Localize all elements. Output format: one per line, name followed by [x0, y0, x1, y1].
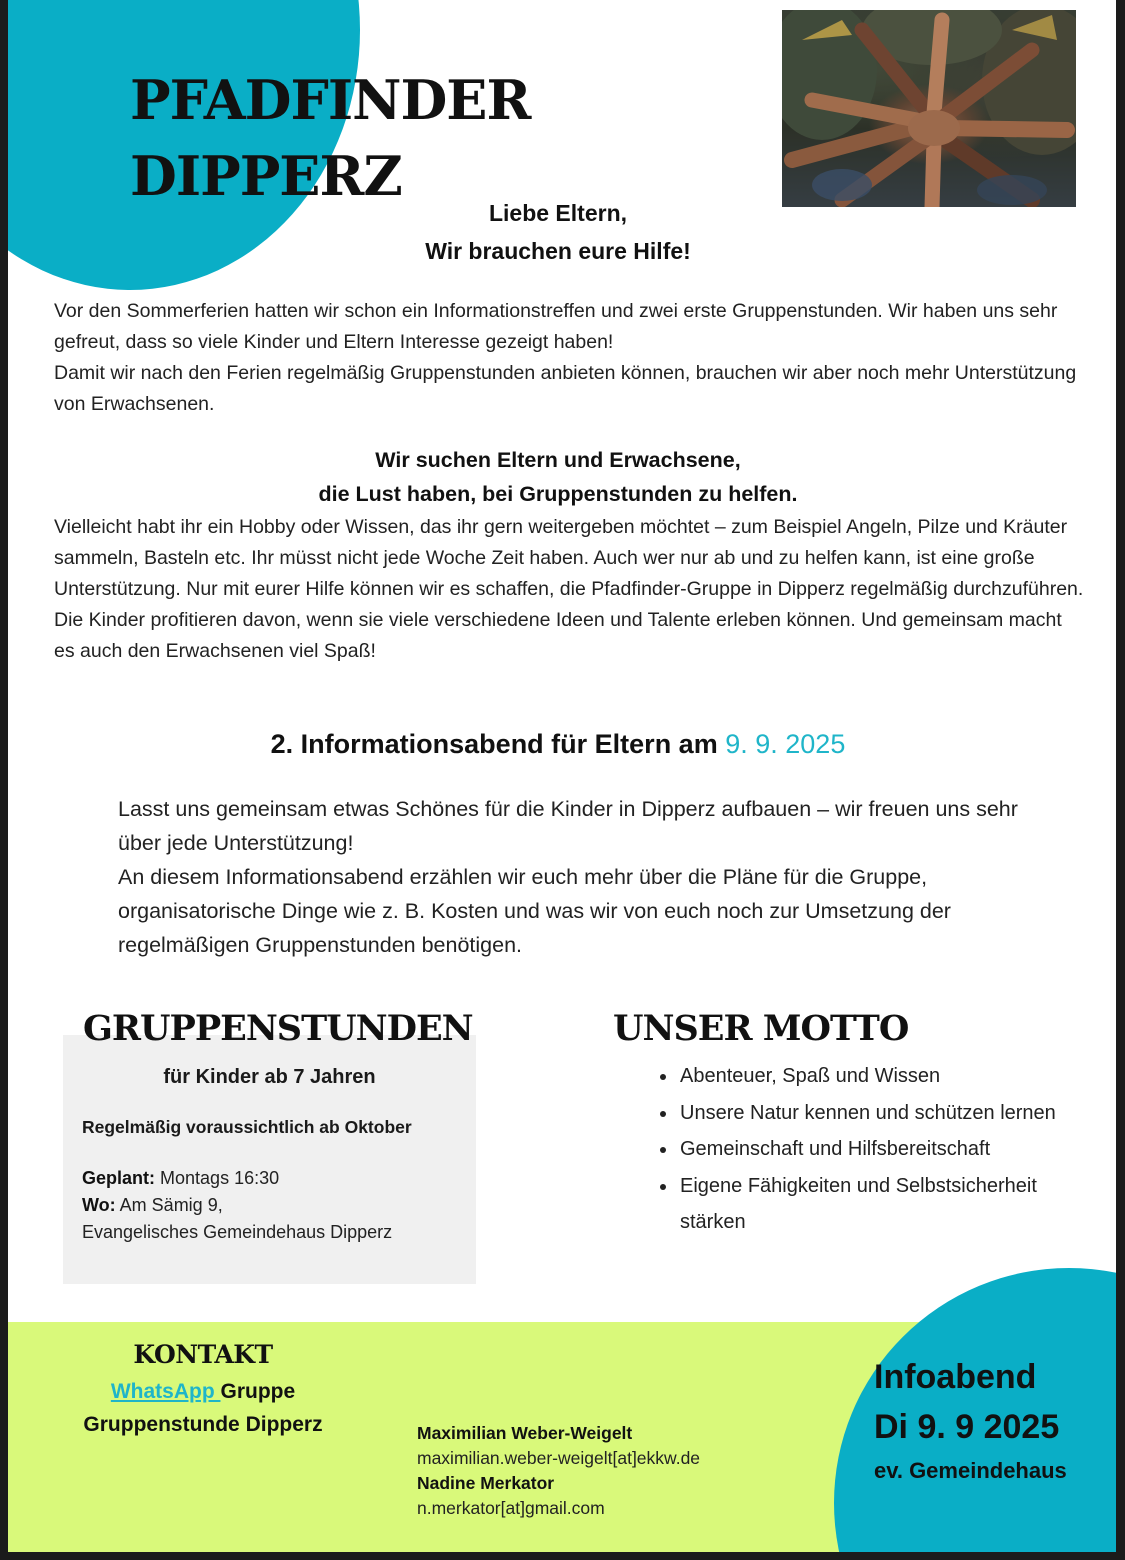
- badge-line-3: ev. Gemeindehaus: [874, 1458, 1067, 1483]
- motto-item: • Gemeinschaft und Hilfsbereitschaft: [678, 1131, 1098, 1168]
- contact-title: KONTAKT: [133, 1340, 273, 1369]
- person-1-email: maximilian.weber-weigelt[at]ekkw.de: [417, 1448, 701, 1468]
- search-heading: [158, 443, 958, 511]
- info-evening-text: [118, 792, 1018, 962]
- group-hours-title: GRUPPENSTUNDEN: [83, 1008, 473, 1049]
- planned-value: Montags 16:30: [160, 1168, 280, 1188]
- motto-title: UNSER MOTTO: [613, 1008, 909, 1049]
- title-line-1: PFADFINDER: [130, 68, 531, 132]
- whatsapp-line: [38, 1376, 368, 1408]
- planned-label: Geplant:: [82, 1168, 156, 1188]
- intro-paragraph-2: Damit wir nach den Ferien regelmäßig Gruppenstunden anbieten können, brauchen wir aber noch mehr Unterstützung von Erwachsenen.: [54, 362, 1077, 415]
- group-hours-regular: Regelmäßig voraussichtlich ab Oktober: [82, 1117, 412, 1137]
- intro-text: [54, 296, 1084, 420]
- search-heading-line-1: Wir suchen Eltern und Erwachsene,: [375, 448, 741, 472]
- info-evening-heading-text: 2. Informationsabend für Eltern am: [270, 729, 718, 759]
- search-text: [54, 512, 1084, 667]
- where-label: Wo:: [82, 1195, 116, 1215]
- where-line-2: Evangelisches Gemeindehaus Dipperz: [82, 1222, 393, 1242]
- where-value: Am Sämig 9,: [119, 1195, 223, 1215]
- person-2-email: n.merkator[at]gmail.com: [417, 1498, 605, 1518]
- whatsapp-link[interactable]: WhatsApp: [110, 1380, 221, 1403]
- page-title: [130, 62, 530, 214]
- info-evening-heading: [158, 724, 958, 764]
- motto-item: • Unsere Natur kennen und schützen lernen: [678, 1095, 1098, 1132]
- group-name: Gruppenstunde Dipperz: [83, 1413, 323, 1436]
- whatsapp-suffix: Gruppe: [220, 1380, 296, 1403]
- greeting-line-1: Liebe Eltern,: [488, 200, 628, 226]
- flyer-page: [8, 0, 1116, 1552]
- motto-item: • Abenteuer, Spaß und Wissen: [678, 1058, 1098, 1095]
- person-1-name: Maximilian Weber-Weigelt: [417, 1423, 633, 1443]
- search-paragraph-1: Vielleicht habt ihr ein Hobby oder Wissen, das ihr gern weitergeben möchtet – zum Beispiel Angeln, Pilze und Kräuter sammeln, Basteln etc. Ihr müsst nicht jede Woche Zeit haben. Auch wer nur ab und zu helfen kann, ist eine große Unterstützung. Nur mit eurer Hilfe können wir es schaffen, die Pfadfinder-Gruppe in Dipperz regelmäßig durchzuführen.: [54, 516, 1084, 600]
- greeting: [308, 194, 808, 270]
- group-hours-details: [82, 1165, 392, 1246]
- info-paragraph-1: Lasst uns gemeinsam etwas Schönes für die Kinder in Dipperz aufbauen – wir freuen uns sehr über jede Unterstützung!: [118, 797, 1018, 855]
- planned-row: [82, 1165, 392, 1192]
- motto-item: • Eigene Fähigkeiten und Selbstsicherheit stärken: [678, 1168, 1098, 1241]
- badge-line-1: Infoabend: [874, 1358, 1037, 1396]
- title-line-2: DIPPERZ: [130, 144, 402, 208]
- info-paragraph-2: An diesem Informationsabend erzählen wir euch mehr über die Pläne für die Gruppe, organisatorische Dinge wie z. B. Kosten und was wir von euch noch zur Umsetzung der regelmäßigen Gruppenstunden benötigen.: [118, 865, 951, 957]
- search-paragraph-2: Die Kinder profitieren davon, wenn sie viele verschiedene Ideen und Talente erleben können. Und gemeinsam macht es auch den Erwachsenen viel Spaß!: [54, 609, 1062, 662]
- greeting-line-2: Wir brauchen eure Hilfe!: [425, 238, 691, 264]
- person-2-name: Nadine Merkator: [417, 1473, 555, 1493]
- search-heading-line-2: die Lust haben, bei Gruppenstunden zu helfen.: [318, 482, 798, 506]
- info-evening-date: 9. 9. 2025: [725, 729, 846, 759]
- where-row: [82, 1192, 392, 1219]
- scouts-hands-photo: [782, 10, 1076, 207]
- info-evening-badge: [874, 1352, 1067, 1488]
- badge-line-2: Di 9. 9 2025: [874, 1408, 1060, 1446]
- motto-list: [648, 1058, 1098, 1241]
- photo-illustration: [782, 10, 1076, 207]
- group-hours-subtitle: für Kinder ab 7 Jahren: [163, 1066, 376, 1088]
- intro-paragraph-1: Vor den Sommerferien hatten wir schon ein Informationstreffen und zwei erste Gruppenstunden. Wir haben uns sehr gefreut, dass so viele Kinder und Eltern Interesse gezeigt haben!: [54, 300, 1058, 353]
- contact-persons: [417, 1421, 700, 1521]
